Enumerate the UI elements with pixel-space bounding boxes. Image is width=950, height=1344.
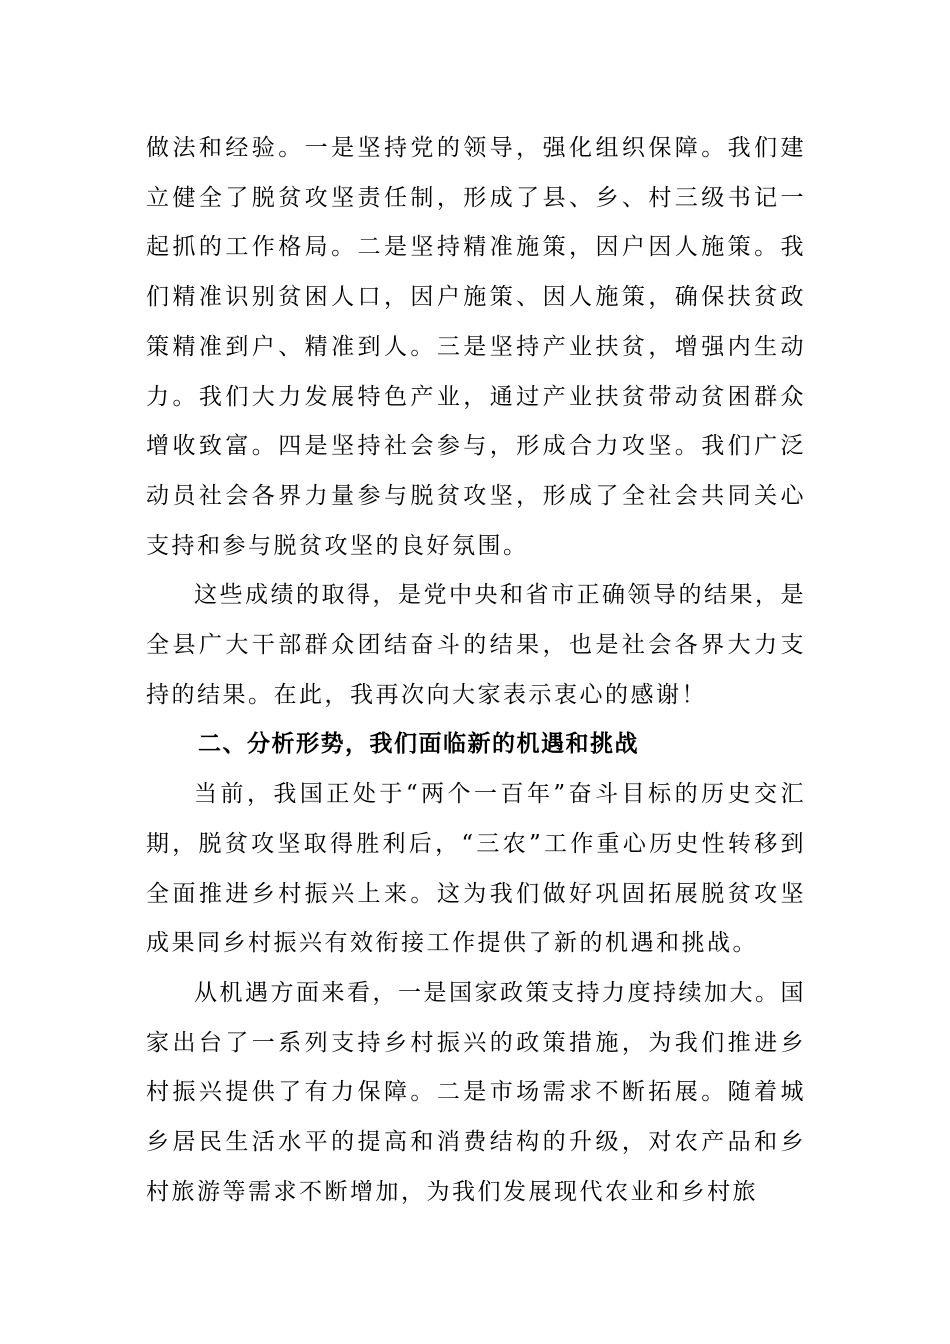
- paragraph-current-situation: 当前，我国正处于“两个一百年”奋斗目标的历史交汇期，脱贫攻坚取得胜利后，“三农”工作重心历史性转移到全面推进乡村振兴上来。这为我们做好巩固拓展脱贫攻坚成果同乡村振兴有效衔接工作提供了新的机遇和挑战。: [146, 781, 806, 957]
- section-heading-situation-analysis: 二、分析形势，我们面临新的机遇和挑战: [198, 731, 639, 758]
- paragraph-achievements-thanks: 这些成绩的取得，是党中央和省市正确领导的结果，是全县广大干部群众团结奋斗的结果，也是社会各界大力支持的结果。在此，我再次向大家表示衷心的感谢！: [146, 582, 806, 708]
- document-body: [146, 124, 806, 1217]
- paragraph-experience-practices: 做法和经验。一是坚持党的领导，强化组织保障。我们建立健全了脱贫攻坚责任制，形成了县、乡、村三级书记一起抓的工作格局。二是坚持精准施策，因户因人施策。我们精准识别贫困人口，因户施策、因人施策，确保扶贫政策精准到户、精准到人。三是坚持产业扶贫，增强内生动力。我们大力发展特色产业，通过产业扶贫带动贫困群众增收致富。四是坚持社会参与，形成合力攻坚。我们广泛动员社会各界力量参与脱贫攻坚，形成了全社会共同关心支持和参与脱贫攻坚的良好氛围。: [146, 135, 806, 559]
- paragraph-opportunities: 从机遇方面来看，一是国家政策支持力度持续加大。国家出台了一系列支持乡村振兴的政策措施，为我们推进乡村振兴提供了有力保障。二是市场需求不断拓展。随着城乡居民生活水平的提高和消费结构的升级，对农产品和乡村旅游等需求不断增加，为我们发展现代农业和乡村旅: [146, 979, 806, 1205]
